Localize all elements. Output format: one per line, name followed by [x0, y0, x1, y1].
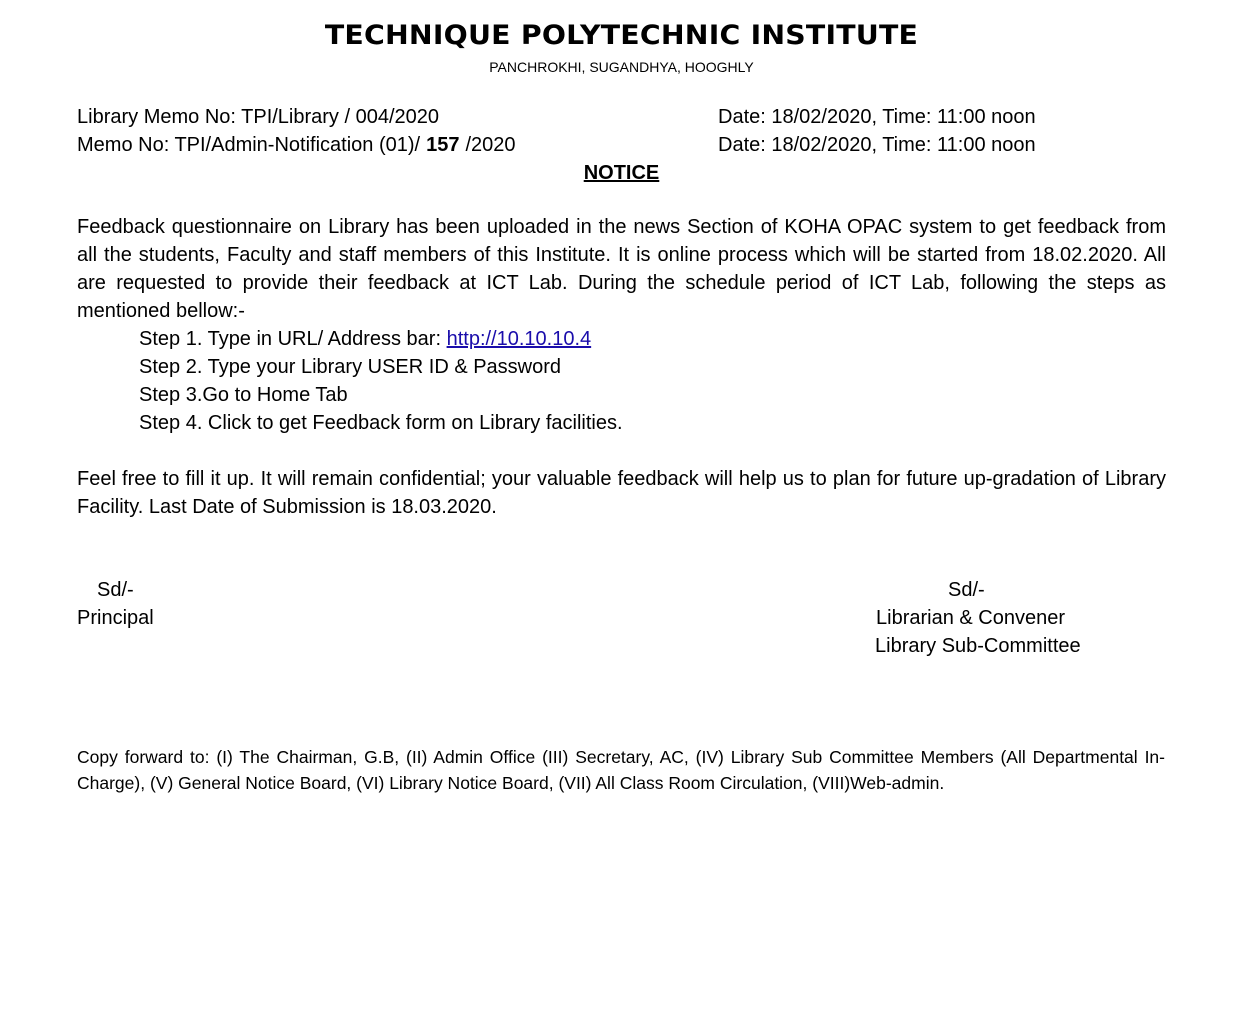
step-item — [139, 325, 623, 353]
notice-heading: NOTICE — [583, 162, 660, 184]
admin-memo-line — [77, 131, 516, 159]
opac-url-link[interactable]: http://10.10.10.4 — [446, 328, 592, 350]
admin-memo-number: 157 — [426, 134, 460, 156]
copy-forward-list: Copy forward to: (I) The Chairman, G.B, (II) Admin Office (III) Secretary, AC, (IV) Library Sub Committee Members (All Departmental In-Charge), (V) General Notice Board, (VI) Library Notice Board, (VII) All Class Room Circulation, (VIII)Web-admin. — [77, 747, 1165, 793]
library-committee-title: Library Sub-Committee — [875, 635, 1081, 657]
admin-memo-date: Date: 18/02/2020, Time: 11:00 noon — [718, 134, 1036, 156]
admin-memo-suffix: /2020 — [465, 134, 516, 156]
principal-title: Principal — [77, 607, 154, 629]
institute-address: PANCHROKHI, SUGANDHYA, HOOGHLY — [489, 59, 754, 75]
library-memo-date: Date: 18/02/2020, Time: 11:00 noon — [718, 106, 1036, 128]
librarian-sd: Sd/- — [948, 579, 985, 601]
step-item: Step 2. Type your Library USER ID & Password — [139, 356, 562, 378]
notice-closing-paragraph: Feel free to fill it up. It will remain confidential; your valuable feedback will help us to plan for future up-gradation of Library Facility. Last Date of Submission is 18.03.2020. — [77, 468, 1166, 518]
step-1-text: Step 1. Type in URL/ Address bar: — [139, 328, 447, 350]
principal-sd: Sd/- — [97, 579, 134, 601]
notice-intro-paragraph: Feedback questionnaire on Library has been uploaded in the news Section of KOHA OPAC system to get feedback from all the students, Faculty and staff members of this Institute. It is online process which will be started from 18.02.2020. All are requested to provide their feedback at ICT Lab. During the schedule period of ICT Lab, following the steps as mentioned bellow:- — [77, 216, 1166, 322]
institute-name: TECHNIQUE POLYTECHNIC INSTITUTE — [324, 20, 919, 51]
step-item: Step 4. Click to get Feedback form on Library facilities. — [139, 412, 623, 434]
admin-memo-prefix: Memo No: TPI/Admin-Notification (01)/ — [77, 134, 421, 156]
steps-list — [139, 325, 623, 437]
library-memo-number: Library Memo No: TPI/Library / 004/2020 — [77, 106, 440, 128]
step-item: Step 3.Go to Home Tab — [139, 384, 348, 406]
librarian-title: Librarian & Convener — [876, 607, 1065, 629]
